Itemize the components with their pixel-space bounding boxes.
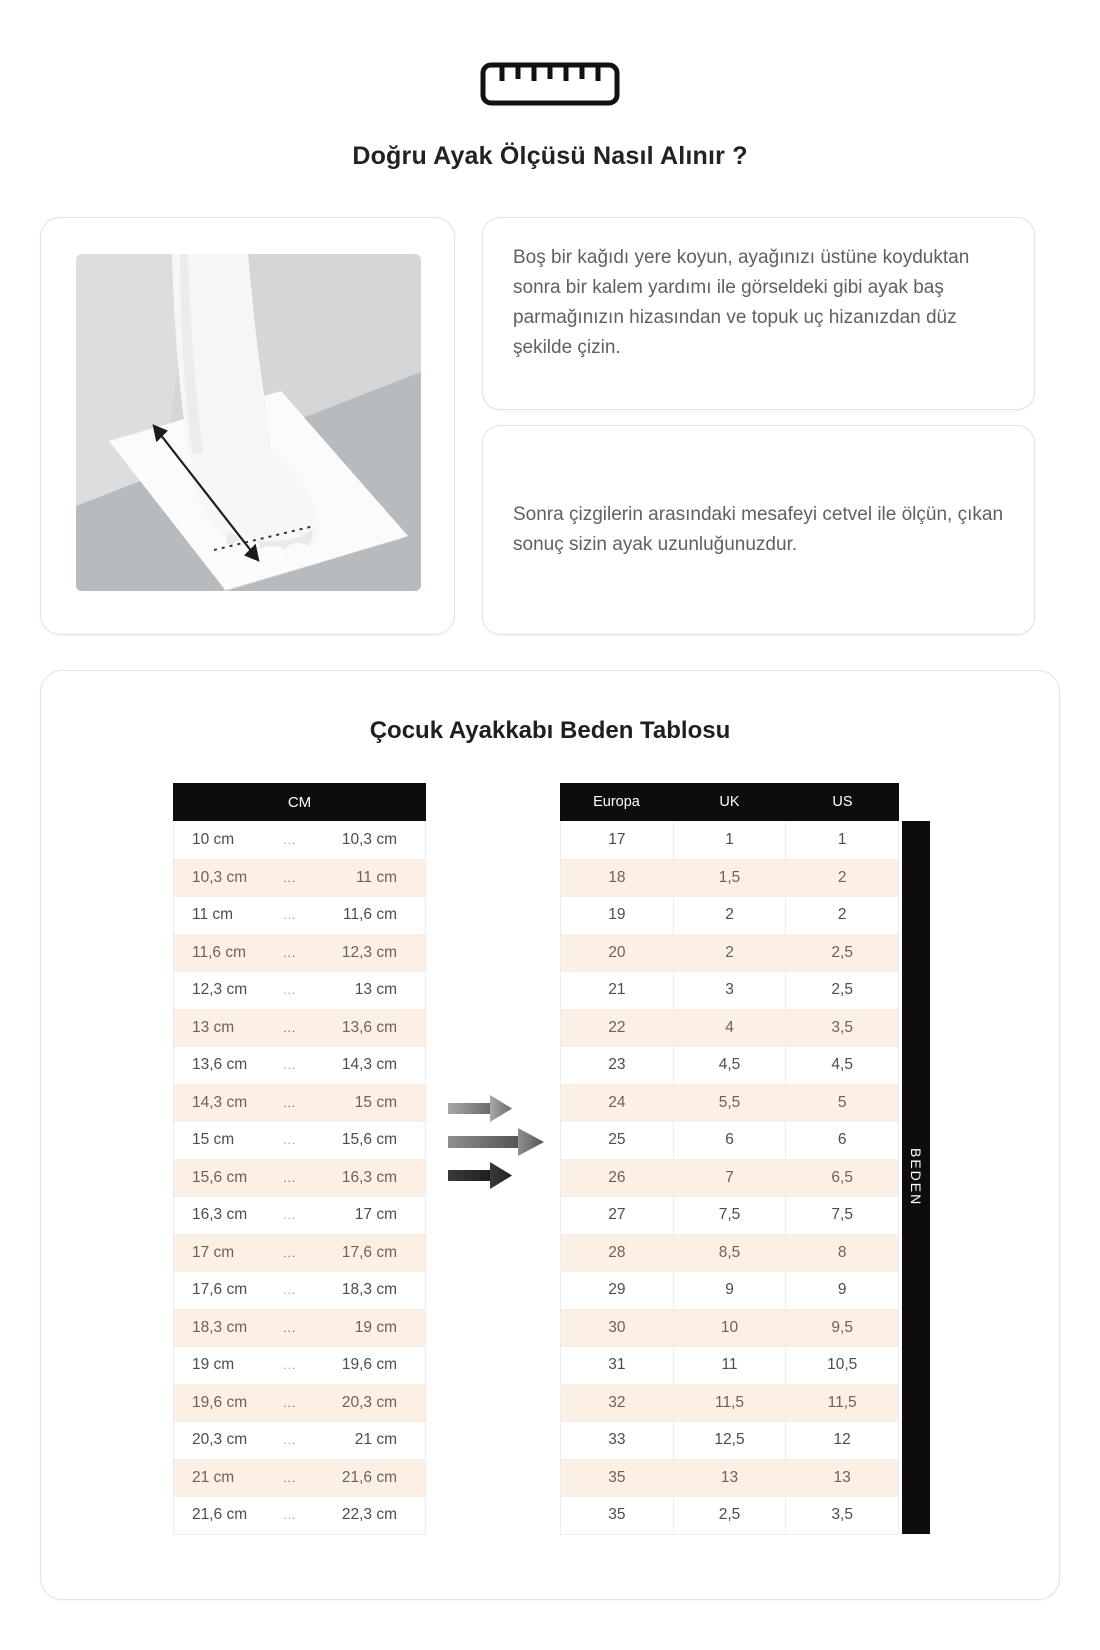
step-text: Sonra çizgilerin arasındaki mesafeyi cetvel ile ölçün, çıkan sonuç sizin ayak uzunluğunuzdur. xyxy=(513,504,1004,555)
cm-to-value: 14,3 cm xyxy=(341,1056,397,1074)
cm-table-row xyxy=(174,1009,425,1047)
size-table-row xyxy=(561,934,898,972)
size-table-row xyxy=(561,859,898,897)
cm-from-value: 15 cm xyxy=(192,1131,235,1149)
size-value: 31 xyxy=(608,1356,626,1374)
size-value: 2 xyxy=(673,897,786,934)
cm-to-value: 15,6 cm xyxy=(341,1131,397,1149)
cm-table-row xyxy=(174,896,425,934)
size-value: 13 xyxy=(785,1460,898,1497)
cm-table-row xyxy=(174,1084,425,1122)
size-value: 11,5 xyxy=(673,1385,786,1422)
range-separator: ... xyxy=(283,832,297,847)
size-value: 29 xyxy=(608,1281,626,1299)
cm-to-value: 10,3 cm xyxy=(341,830,397,848)
size-value: 9 xyxy=(785,1272,898,1309)
cm-from-value: 11 cm xyxy=(192,906,234,924)
range-separator: ... xyxy=(283,983,297,998)
size-table-row xyxy=(561,1159,898,1197)
size-value: 4,5 xyxy=(673,1047,786,1084)
range-separator: ... xyxy=(283,1283,297,1298)
page-header xyxy=(0,0,1100,171)
size-value: 1 xyxy=(673,821,786,859)
cm-to-value: 22,3 cm xyxy=(341,1506,397,1524)
cm-table-row xyxy=(174,934,425,972)
size-table-row xyxy=(561,1346,898,1384)
cm-table-row xyxy=(174,1234,425,1272)
cm-table-row xyxy=(174,1271,425,1309)
size-value: 18 xyxy=(608,868,626,886)
size-chart-tables xyxy=(41,783,1059,1535)
cm-from-value: 13 cm xyxy=(192,1018,235,1036)
size-value: 12 xyxy=(785,1422,898,1459)
size-table-row xyxy=(561,896,898,934)
size-value: 9,5 xyxy=(785,1310,898,1347)
cm-table-row xyxy=(174,1346,425,1384)
cm-table-row xyxy=(174,859,425,897)
range-separator: ... xyxy=(283,945,297,960)
triple-arrow-right-icon xyxy=(448,1095,546,1191)
size-value: 7,5 xyxy=(785,1197,898,1234)
cm-to-value: 17 cm xyxy=(354,1206,397,1224)
size-value: 10,5 xyxy=(785,1347,898,1384)
cm-table-row xyxy=(174,1459,425,1497)
size-value: 2,5 xyxy=(673,1497,786,1534)
cm-from-value: 19,6 cm xyxy=(192,1393,248,1411)
cm-from-value: 12,3 cm xyxy=(192,981,248,999)
size-table-row xyxy=(561,1459,898,1497)
size-table-row xyxy=(561,1384,898,1422)
cm-to-value: 21 cm xyxy=(354,1431,397,1449)
size-value: 3,5 xyxy=(785,1010,898,1047)
cm-table-row xyxy=(174,1496,425,1534)
beden-label: BEDEN xyxy=(908,1148,924,1207)
size-value: 5 xyxy=(785,1085,898,1122)
range-separator: ... xyxy=(283,908,297,923)
cm-to-value: 19 cm xyxy=(354,1318,397,1336)
size-value: 6 xyxy=(785,1122,898,1159)
size-value: 32 xyxy=(608,1393,626,1411)
cm-table-row xyxy=(174,1196,425,1234)
instruction-steps xyxy=(482,217,1035,635)
range-separator: ... xyxy=(283,870,297,885)
cm-from-value: 21 cm xyxy=(192,1468,235,1486)
cm-to-value: 15 cm xyxy=(354,1093,397,1111)
size-value: 23 xyxy=(608,1056,626,1074)
instruction-step-1 xyxy=(482,217,1035,410)
size-value: 21 xyxy=(608,981,626,999)
cm-to-value: 19,6 cm xyxy=(341,1356,397,1374)
cm-from-value: 16,3 cm xyxy=(192,1206,248,1224)
size-value: 7 xyxy=(673,1160,786,1197)
cm-table-header: CM xyxy=(173,783,426,821)
size-table-row xyxy=(561,821,898,859)
range-separator: ... xyxy=(283,1058,297,1073)
size-value: 20 xyxy=(608,943,626,961)
size-value: 2,5 xyxy=(785,972,898,1009)
size-value: 35 xyxy=(608,1468,626,1486)
cm-from-value: 21,6 cm xyxy=(192,1506,248,1524)
size-value: 25 xyxy=(608,1131,626,1149)
size-value: 17 xyxy=(608,830,626,848)
instructions-section xyxy=(40,217,1035,635)
size-table-row xyxy=(561,1234,898,1272)
cm-to-value: 11,6 cm xyxy=(343,906,397,924)
size-table xyxy=(560,783,899,1535)
cm-from-value: 19 cm xyxy=(192,1356,235,1374)
cm-to-value: 13 cm xyxy=(354,981,397,999)
cm-from-value: 10,3 cm xyxy=(192,868,248,886)
table-gap xyxy=(426,783,560,1535)
cm-from-value: 13,6 cm xyxy=(192,1056,248,1074)
range-separator: ... xyxy=(283,1320,297,1335)
size-table-row xyxy=(561,1271,898,1309)
size-value: 12,5 xyxy=(673,1422,786,1459)
size-value: 6 xyxy=(673,1122,786,1159)
size-value: 11 xyxy=(673,1347,786,1384)
size-value: 33 xyxy=(608,1431,626,1449)
size-value: 9 xyxy=(673,1272,786,1309)
cm-table xyxy=(173,783,426,1535)
size-value: 1,5 xyxy=(673,860,786,897)
cm-from-value: 10 cm xyxy=(192,830,235,848)
size-value: 4,5 xyxy=(785,1047,898,1084)
cm-from-value: 14,3 cm xyxy=(192,1093,248,1111)
cm-from-value: 17 cm xyxy=(192,1243,235,1261)
size-table-body xyxy=(560,821,899,1535)
size-value: 4 xyxy=(673,1010,786,1047)
cm-to-value: 13,6 cm xyxy=(341,1018,397,1036)
size-table-row xyxy=(561,1121,898,1159)
cm-from-value: 11,6 cm xyxy=(192,943,246,961)
cm-to-value: 11 cm xyxy=(355,868,397,886)
size-value: 7,5 xyxy=(673,1197,786,1234)
cm-from-value: 20,3 cm xyxy=(192,1431,248,1449)
cm-to-value: 16,3 cm xyxy=(341,1168,397,1186)
cm-from-value: 18,3 cm xyxy=(192,1318,248,1336)
size-table-row xyxy=(561,1046,898,1084)
range-separator: ... xyxy=(283,1020,297,1035)
size-value: 10 xyxy=(673,1310,786,1347)
size-chart-card xyxy=(40,670,1060,1600)
size-table-row xyxy=(561,971,898,1009)
size-table-header xyxy=(560,783,899,821)
cm-table-row xyxy=(174,1384,425,1422)
step-text: Boş bir kağıdı yere koyun, ayağınızı üstüne koyduktan sonra bir kalem yardımı ile görseldeki gibi ayak baş parmağınızın hizasından ve topuk uç hizanızdan düz şekilde çizin. xyxy=(513,247,970,358)
size-table-row xyxy=(561,1084,898,1122)
page-title: Doğru Ayak Ölçüsü Nasıl Alınır ? xyxy=(352,142,748,170)
cm-table-body xyxy=(173,821,426,1535)
size-table-row xyxy=(561,1496,898,1534)
cm-from-value: 15,6 cm xyxy=(192,1168,248,1186)
range-separator: ... xyxy=(283,1245,297,1260)
size-table-row xyxy=(561,1009,898,1047)
foot-on-paper-illustration xyxy=(76,254,421,591)
size-value: 1 xyxy=(785,821,898,859)
cm-to-value: 21,6 cm xyxy=(341,1468,397,1486)
cm-from-value: 17,6 cm xyxy=(192,1281,248,1299)
cm-table-row xyxy=(174,971,425,1009)
size-value: 30 xyxy=(608,1318,626,1336)
size-table-row xyxy=(561,1421,898,1459)
cm-to-value: 18,3 cm xyxy=(341,1281,397,1299)
cm-to-value: 17,6 cm xyxy=(341,1243,397,1261)
cm-table-row xyxy=(174,821,425,859)
cm-table-row xyxy=(174,1046,425,1084)
size-value: 28 xyxy=(608,1243,626,1261)
cm-table-row xyxy=(174,1421,425,1459)
size-value: 5,5 xyxy=(673,1085,786,1122)
range-separator: ... xyxy=(283,1170,297,1185)
size-value: 13 xyxy=(673,1460,786,1497)
size-value: 6,5 xyxy=(785,1160,898,1197)
range-separator: ... xyxy=(283,1508,297,1523)
size-value: 2 xyxy=(673,935,786,972)
size-value: 3 xyxy=(673,972,786,1009)
size-value: 26 xyxy=(608,1168,626,1186)
cm-to-value: 12,3 cm xyxy=(341,943,397,961)
size-column-header: US xyxy=(832,794,853,810)
range-separator: ... xyxy=(283,1470,297,1485)
size-value: 35 xyxy=(608,1506,626,1524)
size-column-header: UK xyxy=(719,794,740,810)
cm-table-row xyxy=(174,1121,425,1159)
cm-to-value: 20,3 cm xyxy=(341,1393,397,1411)
size-value: 19 xyxy=(608,906,626,924)
size-value: 27 xyxy=(608,1206,626,1224)
size-column-header: Europa xyxy=(593,794,640,810)
size-value: 8,5 xyxy=(673,1235,786,1272)
size-table-row xyxy=(561,1196,898,1234)
ruler-icon xyxy=(0,62,1100,106)
range-separator: ... xyxy=(283,1395,297,1410)
size-value: 11,5 xyxy=(785,1385,898,1422)
range-separator: ... xyxy=(283,1358,297,1373)
size-value: 2 xyxy=(785,860,898,897)
measurement-illustration-card xyxy=(40,217,455,635)
instruction-step-2 xyxy=(482,425,1035,635)
cm-table-row xyxy=(174,1159,425,1197)
size-table-row xyxy=(561,1309,898,1347)
size-value: 24 xyxy=(608,1093,626,1111)
size-value: 22 xyxy=(608,1018,626,1036)
cm-table-row xyxy=(174,1309,425,1347)
range-separator: ... xyxy=(283,1208,297,1223)
size-chart-title: Çocuk Ayakkabı Beden Tablosu xyxy=(369,717,731,744)
size-value: 8 xyxy=(785,1235,898,1272)
range-separator: ... xyxy=(283,1133,297,1148)
range-separator: ... xyxy=(283,1433,297,1448)
size-value: 3,5 xyxy=(785,1497,898,1534)
size-value: 2,5 xyxy=(785,935,898,972)
size-value: 2 xyxy=(785,897,898,934)
range-separator: ... xyxy=(283,1095,297,1110)
beden-bar xyxy=(902,821,930,1534)
